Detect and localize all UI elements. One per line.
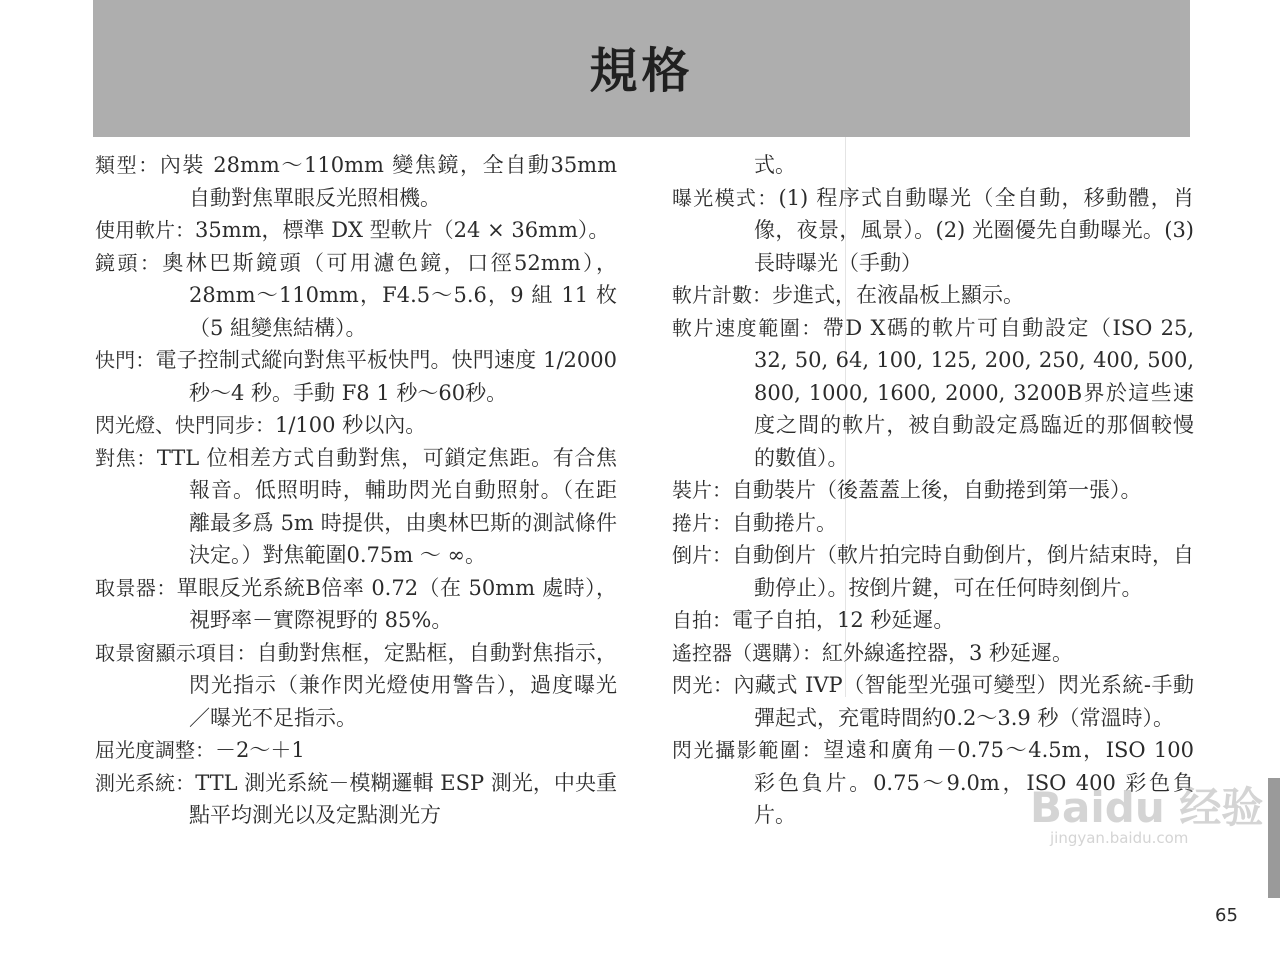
spec-film-winding: 捲片：自動捲片。	[672, 510, 837, 535]
spec-flash-sync: 閃光燈、快門同步：1/100 秒以內。	[95, 413, 427, 437]
spec-self-timer: 自拍：電子自拍，12 秒延遲。	[672, 608, 955, 632]
page-number: 65	[1215, 905, 1238, 926]
spec-metering-continuation: 式。	[754, 153, 796, 177]
spec-flash-range: 閃光攝影範圍：望遠和廣角－0.75～4.5m，ISO 100 彩色負片。0.75～9.0m，ISO 400 彩色負片。	[672, 738, 1194, 827]
page-edge-tab	[1268, 778, 1280, 898]
spec-frame-counter: 軟片計數：步進式，在液晶板上顯示。	[672, 283, 1024, 307]
spec-exposure-mode: 曝光模式：(1) 程序式自動曝光（全自動，移動體，肖像，夜景，風景）。(2) 光圈優先自動曝光。(3) 長時曝光（手動）	[672, 185, 1195, 275]
right-column	[672, 149, 1194, 832]
spec-metering: 測光系統：TTL 測光系統－模糊邏輯 ESP 測光，中央重點平均測光以及定點測光方	[95, 770, 617, 827]
spec-film-rewind: 倒片：自動倒片（軟片拍完時自動倒片，倒片結束時，自動停止）。按倒片鍵，可在任何時刻倒片。	[672, 543, 1194, 600]
spec-film-speed: 軟片速度範圍：帶D X碼的軟片可自動設定（ISO 25, 32, 50, 64, 100, 125, 200, 250, 400, 500, 800, 1000, 1600, 2000, 3200B界於這些速度之間的軟片，被自動設定爲臨近的那個較慢的數值）。	[672, 315, 1194, 470]
title-banner	[93, 0, 1190, 137]
spec-lens: 鏡頭：奧林巴斯鏡頭（可用濾色鏡，口徑52mm），28mm～110mm，F4.5～5.6，9 組 11 枚（5 組變焦結構）。	[95, 250, 618, 340]
spec-remote: 遙控器（選購）：紅外線遙控器，3 秒延遲。	[672, 640, 1074, 665]
spec-type: 類型：內裝 28mm～110mm 變焦鏡，全自動35mm 自動對焦單眼反光照相機。	[95, 153, 617, 210]
spec-focus: 對焦：TTL 位相差方式自動對焦，可鎖定焦距。有合焦報音。低照明時，輔助閃光自動照射。（在距離最多爲 5m 時提供，由奧林巴斯的測試條件決定。）對焦範圍0.75m ～ ∞。	[95, 445, 617, 567]
spec-diopter: 屈光度調整：－2～＋1	[95, 738, 305, 762]
spec-shutter: 快門：電子控制式縱向對焦平板快門。快門速度 1/2000 秒～4 秒。手動 F8 1 秒～60秒。	[95, 348, 617, 405]
spec-film-loading: 裝片：自動裝片（後蓋蓋上後，自動捲到第一張）。	[672, 478, 1142, 502]
watermark: Baidu 经验 jingyan.baidu.com	[1030, 783, 1264, 847]
left-column	[95, 149, 617, 832]
spec-viewfinder-display: 取景窗顯示項目：自動對焦框，定點框，自動對焦指示，閃光指示（兼作閃光燈使用警告），過度曝光／曝光不足指示。	[95, 640, 618, 730]
page-title: 規格	[589, 43, 694, 99]
spec-film: 使用軟片：35mm，標準 DX 型軟片（24 × 36mm）。	[95, 218, 610, 242]
spec-flash: 閃光：內藏式 IVP（智能型光强可變型）閃光系統-手動彈起式，充電時間約0.2～3.9 秒（常溫時）。	[672, 673, 1194, 730]
spec-viewfinder: 取景器：單眼反光系統B倍率 0.72（在 50mm 處時），視野率－實際視野的 85%。	[95, 575, 618, 632]
